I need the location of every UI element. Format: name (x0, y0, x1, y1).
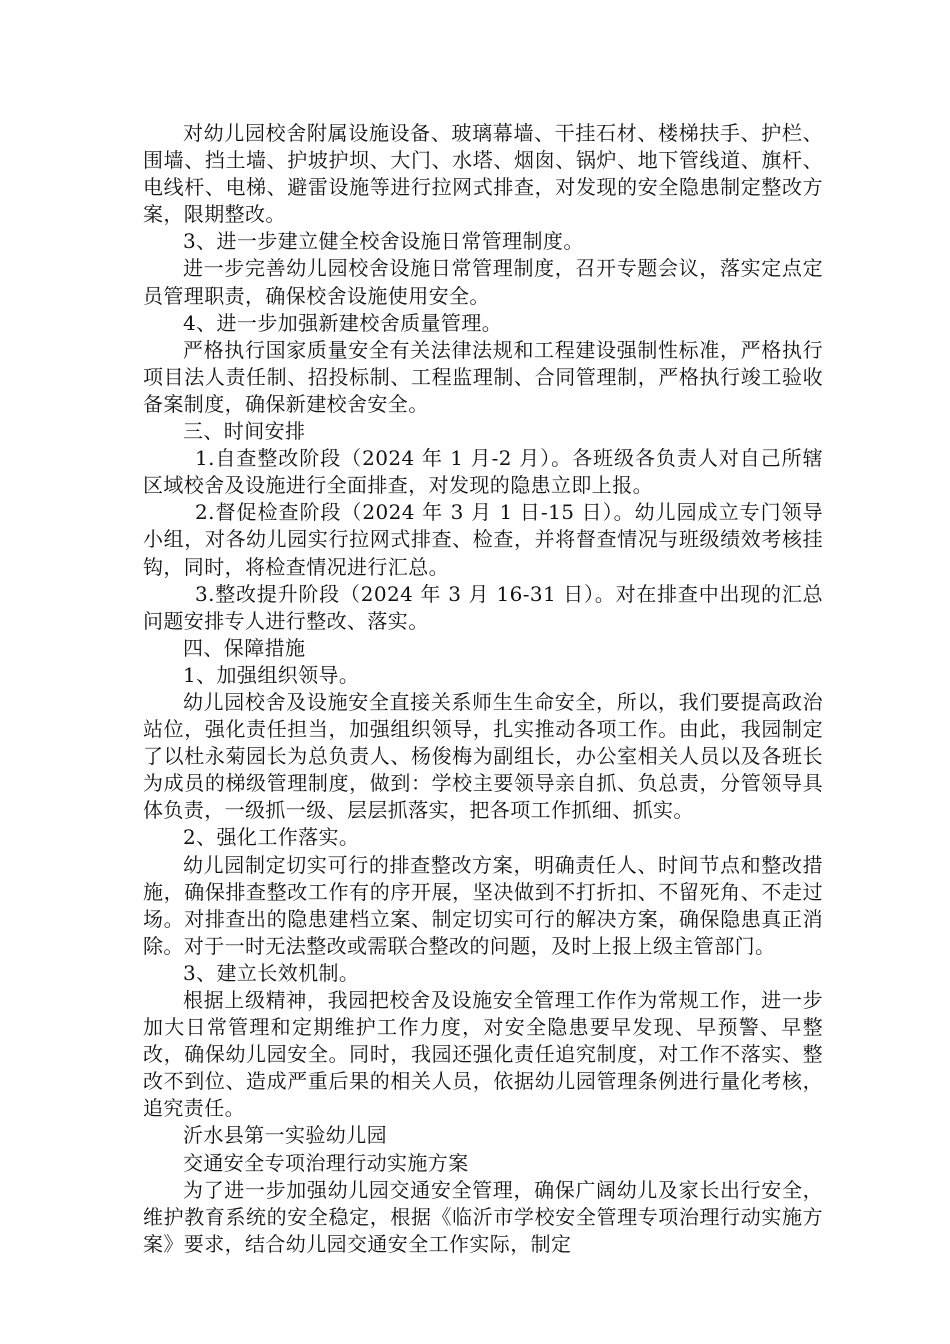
paragraph-quality-management: 严格执行国家质量安全有关法律法规和工程建设强制性标准，严格执行项目法人责任制、招投标制、工程监理制、合同管理制，严格执行竣工验收备案制度，确保新建校舍安全。 (143, 337, 823, 416)
document-body (143, 120, 823, 1258)
schedule-phase-2: 2.督促检查阶段（2024 年 3 月 1 日-15 日）。幼儿园成立专门领导小组，对各幼儿园实行拉网式排查、检查，并将督查情况与班级绩效考核挂钩，同时，将检查情况进行汇总。 (143, 500, 823, 579)
schedule-phase-3: 3.整改提升阶段（2024 年 3 月 16-31 日）。对在排查中出现的汇总问题安排专人进行整改、落实。 (143, 581, 823, 633)
item-2-implementation: 2、强化工作落实。 (183, 825, 360, 850)
paragraph-traffic-safety-intro: 为了进一步加强幼儿园交通安全管理，确保广阔幼儿及家长出行安全，维护教育系统的安全稳定，根据《临沂市学校安全管理专项治理行动实施方案》要求，结合幼儿园交通安全工作实际，制定 (143, 1177, 823, 1256)
document-title-traffic-safety: 交通安全专项治理行动实施方案 (183, 1150, 469, 1175)
signature-kindergarten-name: 沂水县第一实验幼儿园 (183, 1123, 387, 1148)
paragraph-long-term-mechanism: 根据上级精神，我园把校舍及设施安全管理工作作为常规工作，进一步加大日常管理和定期维护工作力度，对安全隐患要早发现、早预警、早整改，确保幼儿园安全。同时，我园还强化责任追究制度，对工作不落实、整改不到位、造成严重后果的相关人员，依据幼儿园管理条例进行量化考核，追究责任。 (143, 988, 823, 1121)
item-3-daily-management: 3、进一步建立健全校舍设施日常管理制度。 (183, 229, 584, 254)
paragraph-organization: 幼儿园校舍及设施安全直接关系师生生命安全，所以，我们要提高政治站位，强化责任担当，加强组织领导，扎实推动各项工作。由此，我园制定了以杜永菊园长为总负责人、杨俊梅为副组长，办公室相关人员以及各班长为成员的梯级管理制度，做到：学校主要领导亲自抓、负总责，分管领导具体负责，一级抓一级、层层抓落实，把各项工作抓细、抓实。 (143, 689, 823, 823)
paragraph-implementation: 幼儿园制定切实可行的排查整改方案，明确责任人、时间节点和整改措施，确保排查整改工作有的序开展，坚决做到不打折扣、不留死角、不走过场。对排查出的隐患建档立案、制定切实可行的解决方案，确保隐患真正消除。对于一时无法整改或需联合整改的问题，及时上报上级主管部门。 (143, 852, 823, 958)
paragraph-daily-management: 进一步完善幼儿园校舍设施日常管理制度，召开专题会议，落实定点定员管理职责，确保校舍设施使用安全。 (143, 256, 823, 308)
item-3-long-term-mechanism: 3、建立长效机制。 (183, 960, 360, 985)
item-4-quality-management: 4、进一步加强新建校舍质量管理。 (183, 310, 503, 335)
section-heading-safeguards: 四、保障措施 (183, 635, 306, 660)
paragraph-facilities-inspection: 对幼儿园校舍附属设施设备、玻璃幕墙、干挂石材、楼梯扶手、护栏、围墙、挡土墙、护坡护坝、大门、水塔、烟囱、锅炉、地下管线道、旗杆、电线杆、电梯、避雷设施等进行拉网式排查，对发现的安全隐患制定整改方案，限期整改。 (143, 121, 823, 227)
section-heading-schedule: 三、时间安排 (183, 419, 306, 444)
schedule-phase-1: 1.自查整改阶段（2024 年 1 月-2 月）。各班级各负责人对自己所辖区域校舍及设施进行全面排查，对发现的隐患立即上报。 (143, 446, 823, 498)
item-1-organization: 1、加强组织领导。 (183, 662, 360, 687)
